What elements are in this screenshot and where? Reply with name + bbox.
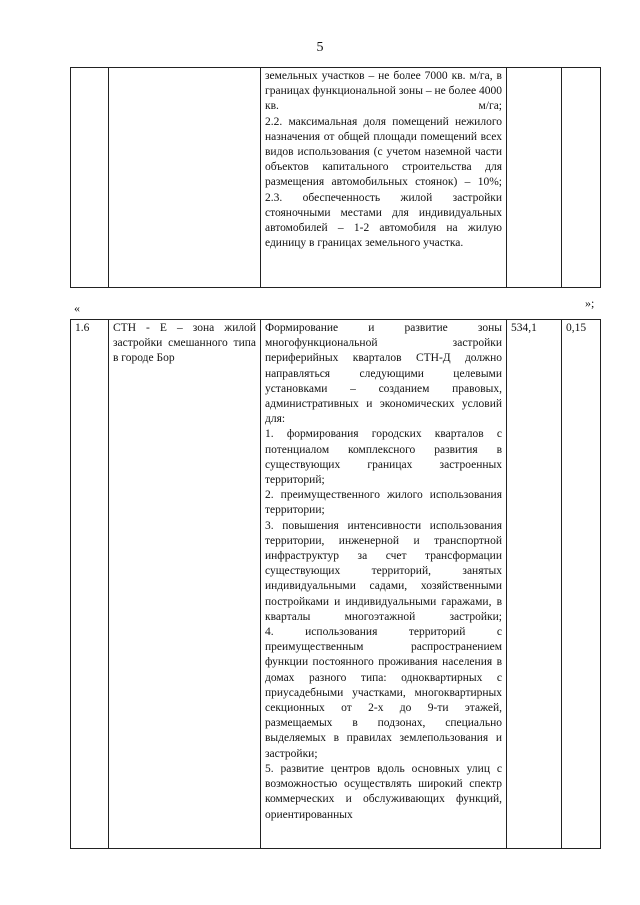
table-cell-description [261,68,507,288]
paragraph: 3. повышения интенсивности использования территории, инженерной и транспортной инфраструктур за счет трансформации существующих территорий, занятых индивидуальными садами, хозяйственными постройками и индивидуальными гаражами, в кварталы многоэтажной застройки; [265,519,502,623]
paragraph: 4. использования территорий с преимущественным распространением функции постоянного проживания населения в домах разного типа: одноквартирных с приусадебными участками, многоквартирных секционных от 2-х до 9-ти этажей, размещаемых в подзонах, специально выделяемых в правилах землепользования и застройки; [265,626,502,760]
paragraph: земельных участков – не более 7000 кв. м/га, в границах функциональной зоны – не более 4000 кв. м/га; [265,70,502,113]
table-row [71,320,601,849]
paragraph: 2.3. обеспеченность жилой застройки стояночными местами для индивидуальных автомобилей – 1-2 автомобиля на жилую единицу в границах земельного участка. [265,191,502,250]
main-table [70,319,601,849]
zone-description [261,320,507,849]
top-table [70,67,601,288]
paragraph: 2. преимущественного жилого использования территории; [265,489,502,517]
closing-quote: »; [585,296,595,310]
table-row [71,68,601,288]
table-cell-zone [109,68,261,288]
opening-quote: « [74,301,80,315]
paragraph: 5. развитие центров вдоль основных улиц с возможностью осуществлять широкий спектр коммерческих и обслуживающих функций, ориентированных [265,762,502,821]
zone-name: СТН - Е – зона жилой застройки смешанного типа в городе Бор [109,320,261,849]
row-number: 1.6 [71,320,109,849]
area-value: 534,1 [507,320,562,849]
table-cell-coef [562,68,601,288]
paragraph: 1. формирования городских кварталов с потенциалом комплексного развития в существующих границах застроенных территорий; [265,428,502,487]
table-cell-area [507,68,562,288]
paragraph: Формирование и развитие зоны многофункциональной застройки периферийных кварталов СТН-Д должно направляться следующими целевыми установками – созданием правовых, административных и экономических условий для: [265,322,502,426]
paragraph: 2.2. максимальная доля помещений нежилого назначения от общей площади помещений всех видов использования (с учетом наземной части объектов капитального строительства для размещения автомобильных стоянок) – 10%; [265,115,502,189]
page-number: 5 [316,40,324,55]
coefficient-value: 0,15 [562,320,601,849]
table-cell-number [71,68,109,288]
